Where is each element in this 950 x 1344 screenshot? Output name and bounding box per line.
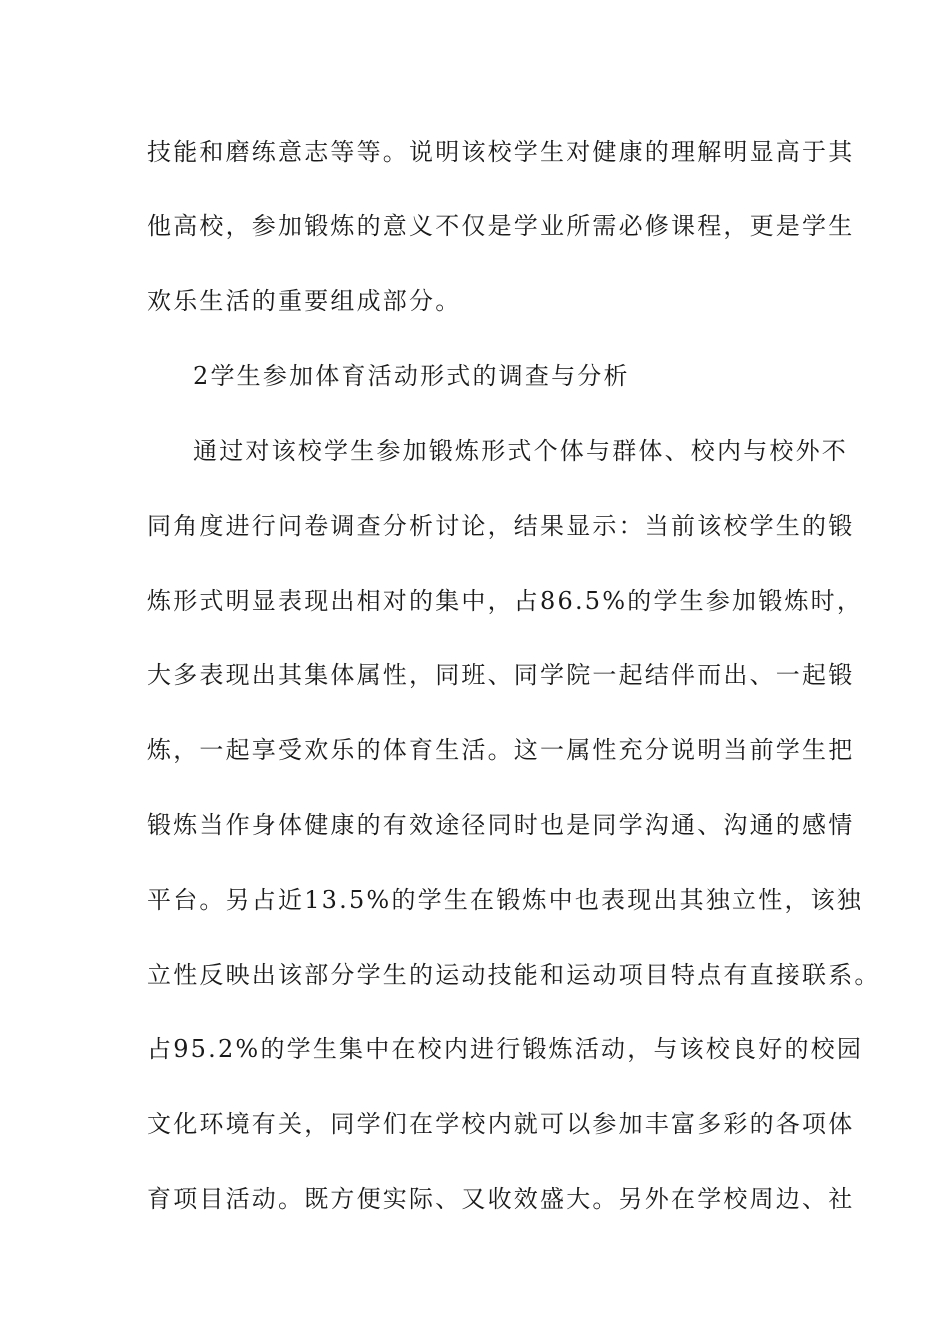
paragraph-line: 同角度进行问卷调查分析讨论，结果显示：当前该校学生的锻	[147, 512, 855, 540]
paragraph-line: 大多表现出其集体属性，同班、同学院一起结伴而出、一起锻	[147, 661, 855, 689]
paragraph-line: 平台。另占近13.5%的学生在锻炼中也表现出其独立性，该独	[147, 886, 864, 914]
paragraph-line: 炼形式明显表现出相对的集中，占86.5%的学生参加锻炼时，	[147, 587, 864, 615]
paragraph-line: 技能和磨练意志等等。说明该校学生对健康的理解明显高于其	[147, 138, 855, 166]
paragraph-line: 他高校，参加锻炼的意义不仅是学业所需必修课程，更是学生	[147, 212, 855, 240]
paragraph-line: 炼，一起享受欢乐的体育生活。这一属性充分说明当前学生把	[147, 736, 855, 764]
paragraph-line: 欢乐生活的重要组成部分。	[147, 287, 462, 315]
paragraph-line: 育项目活动。既方便实际、又收效盛大。另外在学校周边、社	[147, 1185, 855, 1213]
paragraph-line: 文化环境有关，同学们在学校内就可以参加丰富多彩的各项体	[147, 1110, 855, 1138]
paragraph-line: 立性反映出该部分学生的运动技能和运动项目特点有直接联系。	[147, 961, 881, 989]
section-heading: 2学生参加体育活动形式的调查与分析	[193, 362, 630, 390]
paragraph-line: 占95.2%的学生集中在校内进行锻炼活动，与该校良好的校园	[147, 1035, 864, 1063]
paragraph-line: 锻炼当作身体健康的有效途径同时也是同学沟通、沟通的感情	[147, 811, 855, 839]
paragraph-line: 通过对该校学生参加锻炼形式个体与群体、校内与校外不	[193, 437, 848, 465]
